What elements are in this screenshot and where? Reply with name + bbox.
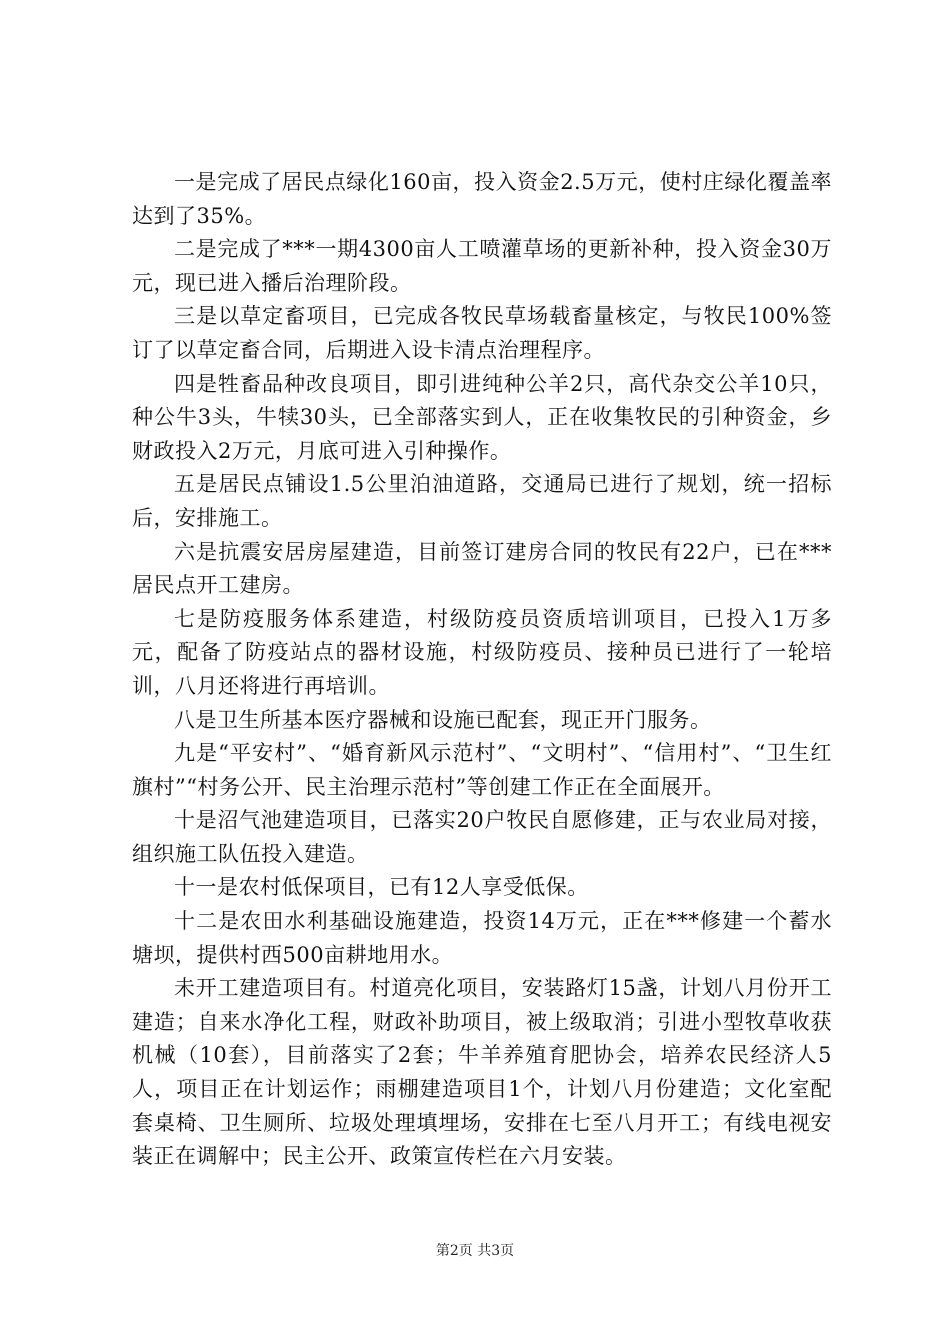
paragraph-9: 九是“平安村”、“婚育新风示范村”、“文明村”、“信用村”、“卫生红旗村”“村务公开、民主治理示范村”等创建工作正在全面展开。 <box>132 741 832 799</box>
paragraph-5: 五是居民点铺设1.5公里泊油道路，交通局已进行了规划，统一招标后，安排施工。 <box>132 472 832 530</box>
paragraph-1: 一是完成了居民点绿化160亩，投入资金2.5万元，使村庄绿化覆盖率达到了35%。 <box>132 170 832 228</box>
paragraph-10: 十是沼气池建造项目，已落实20户牧民自愿修建，正与农业局对接，组织施工队伍投入建造。 <box>132 808 832 866</box>
paragraph-12: 十二是农田水利基础设施建造，投资14万元，正在***修建一个蓄水塘坝，提供村西500亩耕地用水。 <box>132 909 832 967</box>
paragraph-7: 七是防疫服务体系建造，村级防疫员资质培训项目，已投入1万多元，配备了防疫站点的器材设施，村级防疫员、接种员已进行了一轮培训，八月还将进行再培训。 <box>132 606 832 698</box>
paragraph-13: 未开工建造项目有。村道亮化项目，安装路灯15盏，计划八月份开工建造；自来水净化工程，财政补助项目，被上级取消；引进小型牧草收获机械（10套），目前落实了2套；牛羊养殖育肥协会，培养农民经济人5人，项目正在计划运作；雨棚建造项目1个，计划八月份建造；文化室配套桌椅、卫生厕所、垃圾处理填埋场，安排在七至八月开工；有线电视安装正在调解中；民主公开、政策宣传栏在六月安装。 <box>132 976 832 1169</box>
paragraph-8: 八是卫生所基本医疗器械和设施已配套，现正开门服务。 <box>174 707 712 732</box>
paragraph-11: 十一是农村低保项目，已有12人享受低保。 <box>174 875 589 900</box>
paragraph-2: 二是完成了***一期4300亩人工喷灌草场的更新补种，投入资金30万元，现已进入播后治理阶段。 <box>132 237 832 295</box>
page-number-label: 第2页 共3页 <box>435 1243 515 1259</box>
page-footer <box>0 1240 950 1260</box>
document-body <box>132 166 832 1174</box>
paragraph-3: 三是以草定畜项目，已完成各牧民草场载畜量核定，与牧民100%签订了以草定畜合同，后期进入设卡清点治理程序。 <box>132 304 832 362</box>
paragraph-4: 四是牲畜品种改良项目，即引进纯种公羊2只，高代杂交公羊10只，种公牛3头，牛犊30头，已全部落实到人，正在收集牧民的引种资金，乡财政投入2万元，月底可进入引种操作。 <box>132 371 832 463</box>
paragraph-6: 六是抗震安居房屋建造，目前签订建房合同的牧民有22户，已在***居民点开工建房。 <box>132 539 832 598</box>
